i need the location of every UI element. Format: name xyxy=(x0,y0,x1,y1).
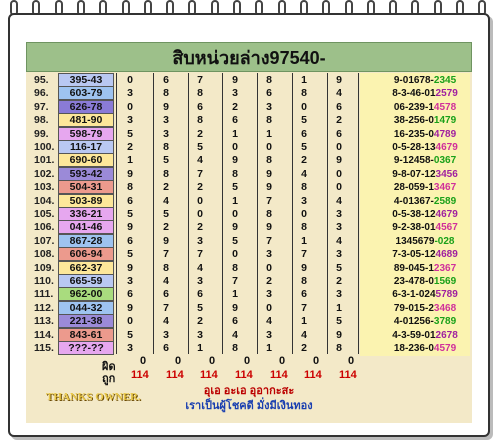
row-number: 102. xyxy=(34,167,55,180)
digit-cell: 8 xyxy=(232,167,238,180)
digit-cell: 4 xyxy=(336,194,342,207)
result-text: 16-235-04789 xyxy=(393,128,457,140)
digit-cell: 6 xyxy=(197,288,203,301)
digit-cell: 3 xyxy=(127,275,133,287)
digit-cell: 5 xyxy=(336,261,342,274)
hit-count: 114 xyxy=(166,369,184,381)
digit-cell: 9 xyxy=(336,328,342,341)
digit-cell: 8 xyxy=(163,167,169,180)
digit-cell: 6 xyxy=(127,234,133,247)
miss-count: 0 xyxy=(279,355,286,367)
hit-count: 114 xyxy=(339,369,357,381)
digit-cell: 8 xyxy=(301,275,307,287)
digit-cell: 2 xyxy=(197,127,203,140)
digit-cell: 5 xyxy=(163,154,169,167)
miss-count: 0 xyxy=(348,355,355,367)
digit-cell: 3 xyxy=(336,288,342,301)
result-text: 0-5-28-134679 xyxy=(392,142,458,153)
digit-cell: 4 xyxy=(301,328,307,341)
result-text: 8-3-46-012579 xyxy=(392,88,458,100)
row-number: 114. xyxy=(34,328,54,341)
digit-cell: 1 xyxy=(127,154,133,167)
row-number: 95. xyxy=(34,74,49,86)
digit-cell: 3 xyxy=(266,328,272,341)
miss-count: 0 xyxy=(140,355,147,367)
digit-cell: 0 xyxy=(127,100,133,113)
digit-cell: 2 xyxy=(301,154,307,167)
digit-cell: 3 xyxy=(232,87,238,100)
row-number: 113. xyxy=(34,315,54,328)
digit-cell: 4 xyxy=(232,328,238,341)
digit-cell: 8 xyxy=(163,87,169,100)
digit-cell: 8 xyxy=(127,181,133,194)
digit-cell: 6 xyxy=(301,288,307,301)
draw-code: ???-?? xyxy=(58,341,114,355)
digit-cell: 0 xyxy=(336,167,342,180)
column-divider xyxy=(153,73,154,354)
result-text: 9-12458-0367 xyxy=(393,155,457,167)
draw-code: 503-89 xyxy=(58,194,114,208)
digit-cell: 2 xyxy=(163,221,169,234)
digit-cell: 8 xyxy=(266,208,272,220)
digit-cell: 3 xyxy=(266,288,272,301)
result-text: 7-3-05-124689 xyxy=(392,249,458,261)
draw-code: 843-61 xyxy=(58,328,114,342)
digit-cell: 4 xyxy=(336,87,342,100)
digit-cell: 7 xyxy=(232,275,238,287)
digit-cell: 5 xyxy=(127,208,133,220)
result-text: 38-256-01479 xyxy=(393,115,457,127)
digit-cell: 1 xyxy=(301,74,307,86)
digit-cell: 5 xyxy=(301,141,307,153)
digit-cell: 8 xyxy=(266,114,272,127)
draw-code: 690-60 xyxy=(58,153,114,167)
digit-cell: 2 xyxy=(266,275,272,287)
column-divider xyxy=(188,73,189,354)
row-number: 107. xyxy=(34,234,55,247)
digit-cell: 6 xyxy=(301,127,307,140)
draw-code: 395-43 xyxy=(58,73,114,87)
digit-cell: 0 xyxy=(197,194,203,207)
digit-cell: 1 xyxy=(197,342,203,354)
column-divider xyxy=(358,73,359,354)
row-number: 105. xyxy=(34,208,55,220)
digit-cell: 9 xyxy=(163,100,169,113)
digit-cell: 3 xyxy=(336,208,342,220)
digit-cell: 6 xyxy=(232,315,238,328)
row-number: 96. xyxy=(34,87,49,100)
result-text: 9-8-07-123456 xyxy=(392,168,458,180)
digit-cell: 9 xyxy=(301,261,307,274)
digit-cell: 6 xyxy=(197,100,203,113)
digit-cell: 8 xyxy=(301,87,307,100)
digit-cell: 3 xyxy=(163,127,169,140)
digit-cell: 1 xyxy=(336,301,342,314)
miss-count: 0 xyxy=(175,355,182,367)
digit-cell: 9 xyxy=(336,74,342,86)
digit-cell: 5 xyxy=(336,315,342,328)
digit-cell: 5 xyxy=(127,328,133,341)
digit-cell: 2 xyxy=(232,100,238,113)
digit-cell: 8 xyxy=(232,342,238,354)
digit-cell: 1 xyxy=(232,194,238,207)
digit-cell: 9 xyxy=(266,167,272,180)
digit-cell: 8 xyxy=(197,87,203,100)
result-text: 1345679-028 xyxy=(395,235,455,247)
digit-cell: 3 xyxy=(197,328,203,341)
row-number: 98. xyxy=(34,114,49,127)
table-header-title: สิบหน่วยล่าง97540- xyxy=(26,42,472,72)
digit-cell: 0 xyxy=(301,100,307,113)
digit-cell: 5 xyxy=(197,141,203,153)
digit-cell: 0 xyxy=(266,301,272,314)
draw-code: 041-46 xyxy=(58,220,114,234)
result-text: 9-2-38-014567 xyxy=(392,222,458,234)
row-number: 99. xyxy=(34,127,49,140)
digit-cell: 3 xyxy=(127,342,133,354)
digit-cell: 4 xyxy=(266,315,272,328)
draw-code: 116-17 xyxy=(58,140,114,154)
digit-cell: 9 xyxy=(336,154,342,167)
digit-cell: 4 xyxy=(197,261,203,274)
digit-cell: 3 xyxy=(127,87,133,100)
digit-cell: 6 xyxy=(266,87,272,100)
digit-cell: 9 xyxy=(232,301,238,314)
digit-cell: 7 xyxy=(197,248,203,261)
digit-cell: 3 xyxy=(266,100,272,113)
digit-cell: 1 xyxy=(266,342,272,354)
digit-cell: 8 xyxy=(301,181,307,194)
result-text: 4-01256-3789 xyxy=(393,316,457,328)
digit-cell: 0 xyxy=(266,141,272,153)
digit-cell: 5 xyxy=(232,234,238,247)
digit-cell: 2 xyxy=(163,181,169,194)
digit-cell: 6 xyxy=(163,288,169,301)
result-text: 4-01367-2589 xyxy=(393,195,457,207)
column-divider xyxy=(292,73,293,354)
digit-cell: 3 xyxy=(336,248,342,261)
digit-cell: 2 xyxy=(197,315,203,328)
result-text: 23-478-01569 xyxy=(393,276,457,287)
miss-count: 0 xyxy=(244,355,251,367)
digit-cell: 6 xyxy=(336,127,342,140)
row-number: 110. xyxy=(34,275,54,287)
hit-count: 114 xyxy=(131,369,149,381)
digit-cell: 0 xyxy=(197,208,203,220)
digit-cell: 6 xyxy=(163,342,169,354)
digit-cell: 7 xyxy=(163,248,169,261)
digit-cell: 3 xyxy=(197,234,203,247)
digit-cell: 0 xyxy=(127,74,133,86)
row-number: 115. xyxy=(34,342,54,354)
row-number: 111. xyxy=(34,288,54,301)
result-text: 89-045-12367 xyxy=(393,262,457,274)
digit-cell: 2 xyxy=(197,181,203,194)
digit-cell: 5 xyxy=(127,127,133,140)
row-number: 112. xyxy=(34,301,54,314)
miss-count: 0 xyxy=(313,355,320,367)
draw-code: 962-00 xyxy=(58,287,114,301)
result-text: 0-5-38-124679 xyxy=(392,209,458,220)
draw-code: 044-32 xyxy=(58,301,114,315)
digit-cell: 2 xyxy=(336,275,342,287)
digit-cell: 3 xyxy=(266,248,272,261)
digit-cell: 0 xyxy=(301,208,307,220)
result-text: 79-015-23468 xyxy=(393,302,457,314)
digit-cell: 0 xyxy=(232,208,238,220)
digit-cell: 9 xyxy=(266,221,272,234)
digit-cell: 3 xyxy=(163,114,169,127)
digit-cell: 7 xyxy=(266,194,272,207)
digit-cell: 6 xyxy=(163,74,169,86)
result-text: 28-059-13467 xyxy=(393,182,457,194)
digit-cell: 0 xyxy=(336,181,342,194)
digit-cell: 5 xyxy=(197,301,203,314)
column-divider xyxy=(327,73,328,354)
digit-cell: 3 xyxy=(163,328,169,341)
draw-code: 598-79 xyxy=(58,127,114,141)
draw-code: 665-59 xyxy=(58,274,114,288)
digit-cell: 2 xyxy=(127,141,133,153)
digit-cell: 4 xyxy=(163,315,169,328)
hit-count: 114 xyxy=(270,369,288,381)
draw-code: 221-38 xyxy=(58,314,114,328)
digit-cell: 5 xyxy=(232,181,238,194)
row-number: 100. xyxy=(34,141,55,153)
draw-code: 504-31 xyxy=(58,180,114,194)
thanks-owner-text: THANKS OWNER. xyxy=(46,391,141,403)
digit-cell: 7 xyxy=(301,248,307,261)
digit-cell: 6 xyxy=(127,288,133,301)
miss-count: 0 xyxy=(209,355,216,367)
digit-cell: 9 xyxy=(266,181,272,194)
digit-cell: 3 xyxy=(127,114,133,127)
draw-code: 336-21 xyxy=(58,207,114,221)
digit-cell: 7 xyxy=(197,74,203,86)
digit-cell: 4 xyxy=(163,275,169,287)
row-number: 108. xyxy=(34,248,55,261)
digit-cell: 2 xyxy=(301,342,307,354)
column-divider xyxy=(257,73,258,354)
row-number: 104. xyxy=(34,194,55,207)
digit-cell: 2 xyxy=(336,114,342,127)
digit-cell: 5 xyxy=(127,248,133,261)
digit-cell: 5 xyxy=(301,114,307,127)
row-number: 97. xyxy=(34,100,49,113)
digit-cell: 8 xyxy=(197,114,203,127)
digit-cell: 8 xyxy=(163,141,169,153)
digit-cell: 0 xyxy=(232,248,238,261)
result-text: 6-3-1-0245789 xyxy=(392,289,458,301)
digit-cell: 7 xyxy=(266,234,272,247)
row-number: 109. xyxy=(34,261,55,274)
result-text: 06-239-14578 xyxy=(393,101,457,113)
digit-cell: 3 xyxy=(336,221,342,234)
digit-cell: 8 xyxy=(266,154,272,167)
hit-count: 114 xyxy=(235,369,253,381)
miss-label: ผิด xyxy=(102,361,116,373)
digit-cell: 0 xyxy=(266,261,272,274)
digit-cell: 6 xyxy=(336,100,342,113)
hit-label: ถูก xyxy=(102,373,116,385)
digit-cell: 9 xyxy=(127,167,133,180)
digit-cell: 6 xyxy=(127,194,133,207)
result-text: 9-01678-2345 xyxy=(393,75,457,86)
digit-cell: 8 xyxy=(301,221,307,234)
digit-cell: 7 xyxy=(301,301,307,314)
digit-cell: 9 xyxy=(127,261,133,274)
hit-count: 114 xyxy=(304,369,322,381)
digit-cell: 8 xyxy=(336,342,342,354)
digit-cell: 0 xyxy=(127,315,133,328)
digit-cell: 7 xyxy=(163,301,169,314)
digit-cell: 0 xyxy=(336,141,342,153)
digit-cell: 6 xyxy=(232,114,238,127)
row-number: 101. xyxy=(34,154,55,167)
digit-cell: 9 xyxy=(127,301,133,314)
digit-cell: 3 xyxy=(197,275,203,287)
digit-cell: 1 xyxy=(232,127,238,140)
digit-cell: 3 xyxy=(301,194,307,207)
digit-cell: 4 xyxy=(301,167,307,180)
digit-cell: 9 xyxy=(127,221,133,234)
digit-cell: 1 xyxy=(232,288,238,301)
row-number: 106. xyxy=(34,221,55,234)
hit-count: 114 xyxy=(200,369,218,381)
digit-cell: 0 xyxy=(232,141,238,153)
digit-cell: 5 xyxy=(163,208,169,220)
draw-code: 626-78 xyxy=(58,100,114,114)
digit-cell: 1 xyxy=(301,315,307,328)
row-number: 103. xyxy=(34,181,55,194)
blessing-line-2: เราเป็นผู้โชคดี มั่งมีเงินทอง xyxy=(185,400,313,412)
draw-code: 606-94 xyxy=(58,247,114,261)
draw-code: 662-37 xyxy=(58,261,114,275)
digit-cell: 4 xyxy=(163,194,169,207)
digit-cell: 9 xyxy=(232,154,238,167)
draw-code: 867-28 xyxy=(58,234,114,248)
blessing-line-1: อุเอ อะเอ อุอากะสะ xyxy=(203,385,295,397)
draw-code: 481-90 xyxy=(58,113,114,127)
digit-cell: 9 xyxy=(232,74,238,86)
digit-cell: 9 xyxy=(232,221,238,234)
digit-cell: 8 xyxy=(232,261,238,274)
draw-code: 593-42 xyxy=(58,167,114,181)
digit-cell: 7 xyxy=(197,167,203,180)
draw-code: 603-79 xyxy=(58,86,114,100)
digit-cell: 8 xyxy=(163,261,169,274)
digit-cell: 1 xyxy=(266,127,272,140)
digit-cell: 2 xyxy=(197,221,203,234)
digit-cell: 4 xyxy=(197,154,203,167)
column-divider xyxy=(116,73,117,354)
digit-cell: 4 xyxy=(336,234,342,247)
result-text: 4-3-59-012678 xyxy=(392,329,458,341)
digit-cell: 1 xyxy=(301,234,307,247)
result-text: 18-236-04579 xyxy=(393,343,457,354)
digit-cell: 8 xyxy=(266,74,272,86)
digit-cell: 9 xyxy=(163,234,169,247)
column-divider xyxy=(222,73,223,354)
